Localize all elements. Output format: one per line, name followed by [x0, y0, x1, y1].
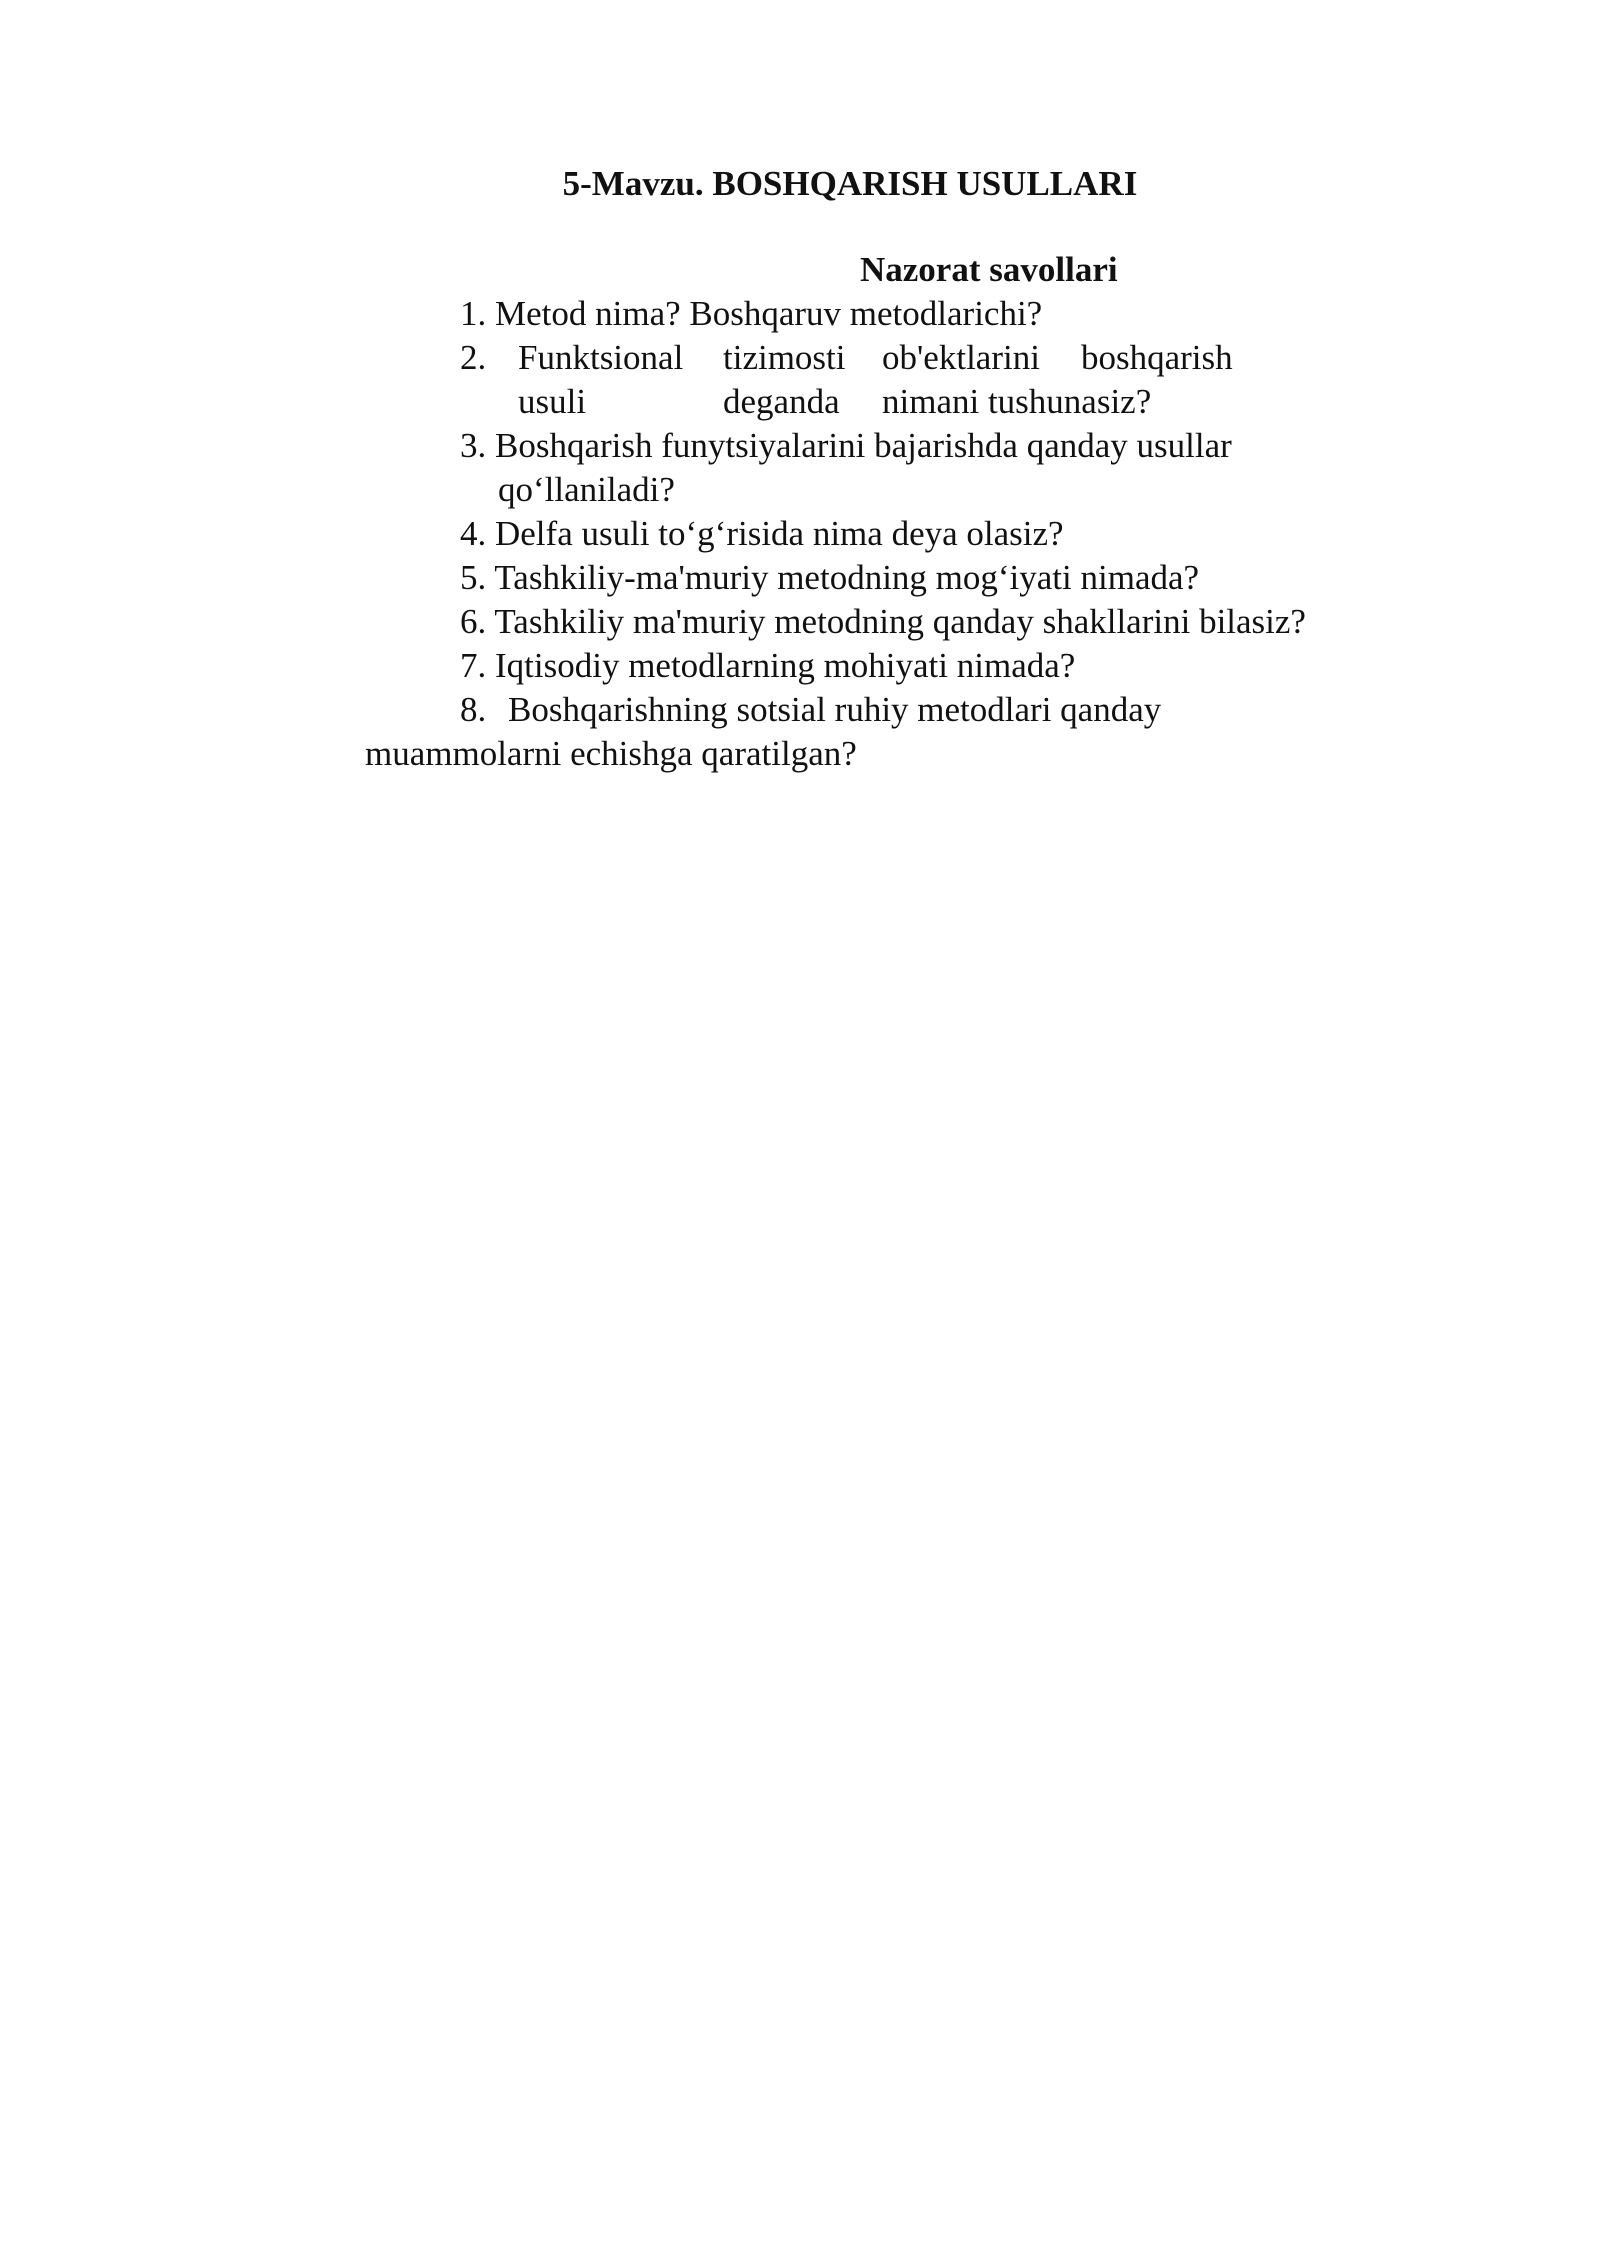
question-6 — [460, 600, 1306, 644]
question-8-text: Boshqarishning sotsial ruhiy metodlari qanday — [508, 690, 1162, 729]
question-text: Delfa usuli to‘g‘risida nima deya olasiz? — [495, 514, 1064, 553]
question-5 — [460, 556, 1199, 600]
question-number: 3. — [460, 426, 487, 465]
question-2-line2-word-2: deganda — [723, 382, 840, 421]
question-2-word-4: boshqarish — [1081, 338, 1233, 377]
question-3-continuation: qo‘llaniladi? — [498, 470, 675, 509]
question-7 — [460, 644, 1075, 688]
question-text: Metod nima? Boshqaruv metodlarichi? — [495, 294, 1043, 333]
question-number: 5. — [460, 558, 487, 597]
question-text: Tashkiliy ma'muriy metodning qanday shakllarini bilasiz? — [494, 602, 1306, 641]
question-number: 1. — [460, 294, 487, 333]
question-text: Iqtisodiy metodlarning mohiyati nimada? — [495, 646, 1076, 685]
question-2-line2-word-1: usuli — [518, 382, 587, 421]
section-subtitle: Nazorat savollari — [860, 250, 1118, 289]
question-2-word-3: ob'ektlarini — [882, 338, 1040, 377]
question-number: 7. — [460, 646, 487, 685]
question-1 — [460, 292, 1042, 336]
question-3 — [460, 424, 1232, 468]
question-number: 4. — [460, 514, 487, 553]
question-4 — [460, 512, 1064, 556]
question-2-word-1: Funktsional — [518, 338, 684, 377]
question-8-number: 8. — [460, 690, 487, 729]
question-8-continuation: muammolarni echishga qaratilgan? — [365, 734, 857, 773]
question-text: Tashkiliy-ma'muriy metodning mog‘iyati nimada? — [494, 558, 1200, 597]
question-2-number: 2. — [460, 338, 487, 377]
question-number: 6. — [460, 602, 487, 641]
question-text: Boshqarish funytsiyalarini bajarishda qanday usullar — [495, 426, 1232, 465]
question-2-line2-word-3: nimani tushunasiz? — [882, 382, 1152, 421]
question-2-word-2: tizimosti — [723, 338, 846, 377]
page-title: 5-Mavzu. BOSHQARISH USULLARI — [562, 164, 1138, 203]
